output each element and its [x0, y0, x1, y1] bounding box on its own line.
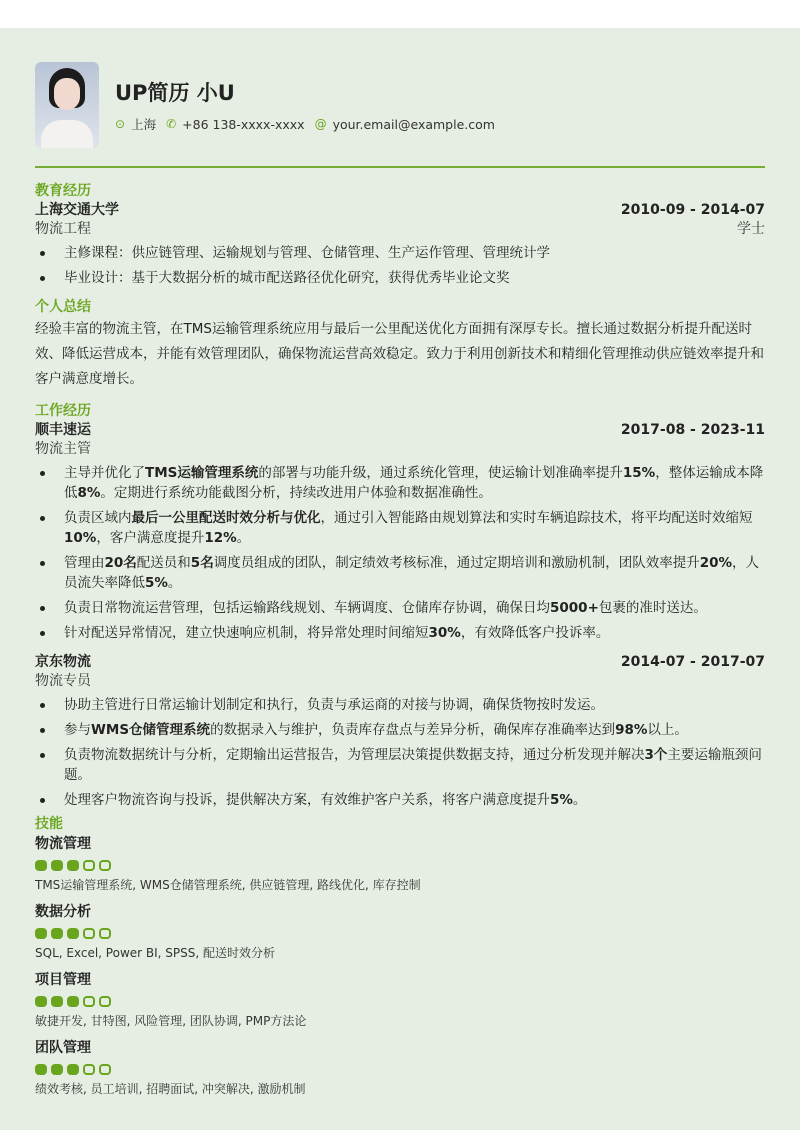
rating-dot — [67, 1064, 79, 1075]
list-item: 主修课程：供应链管理、运输规划与管理、仓储管理、生产运作管理、管理统计学 — [35, 243, 765, 263]
rating-dot — [51, 860, 63, 871]
summary-text: 经验丰富的物流主管，在TMS运输管理系统应用与最后一公里配送优化方面拥有深厚专长。擅长通过数据分析提升配送时效、降低运营成本，并能有效管理团队，确保物流运营高效稳定。致力于利用创新技术和精细化管理推动供应链效率提升和客户满意度增长。 — [35, 321, 764, 387]
email-icon: @ — [314, 117, 327, 131]
skill-tags: SQL, Excel, Power BI, SPSS, 配送时效分析 — [35, 946, 276, 960]
location: 上海 — [131, 117, 157, 132]
job-date: 2014-07 - 2017-07 — [620, 654, 765, 670]
section-title: 工作经历 — [35, 403, 91, 419]
rating-dot — [83, 1064, 95, 1075]
list-item: 协助主管进行日常运输计划制定和执行，负责与承运商的对接与协调，确保货物按时发运。 — [35, 695, 765, 715]
skill-rating — [35, 1064, 765, 1075]
company-name: 京东物流 — [35, 654, 91, 670]
rating-dot — [83, 928, 95, 939]
degree: 学士 — [737, 221, 765, 237]
rating-dot — [51, 996, 63, 1007]
skill-item — [35, 834, 765, 894]
list-item: 针对配送异常情况，建立快速响应机制，将异常处理时间缩短30%，有效降低客户投诉率。 — [35, 623, 765, 643]
skill-tags: 绩效考核, 员工培训, 招聘面试, 冲突解决, 激励机制 — [35, 1082, 306, 1096]
section-title: 技能 — [35, 816, 63, 832]
skill-name: 团队管理 — [35, 1040, 91, 1056]
rating-dot — [99, 1064, 111, 1075]
summary-section — [35, 298, 765, 392]
phone: +86 138-xxxx-xxxx — [182, 116, 305, 132]
list-item: 负责日常物流运营管理，包括运输路线规划、车辆调度、仓储库存协调，确保日均5000+包裹的准时送达。 — [35, 598, 765, 618]
list-item: 管理由20名配送员和5名调度员组成的团队，制定绩效考核标准，通过定期培训和激励机制，团队效率提升20%，人员流失率降低5%。 — [35, 553, 765, 593]
rating-dot — [67, 860, 79, 871]
skill-item — [35, 1038, 765, 1098]
rating-dot — [35, 928, 47, 939]
section-title: 个人总结 — [35, 299, 91, 315]
rating-dot — [67, 928, 79, 939]
job-role: 物流专员 — [35, 673, 91, 689]
school-name: 上海交通大学 — [35, 202, 119, 218]
resume-header — [35, 62, 765, 148]
avatar — [35, 62, 99, 148]
job-date: 2017-08 - 2023-11 — [620, 422, 765, 438]
header-divider — [35, 166, 765, 168]
skill-tags: 敏捷开发, 甘特图, 风险管理, 团队协调, PMP方法论 — [35, 1014, 307, 1028]
section-title: 教育经历 — [35, 183, 91, 199]
rating-dot — [83, 996, 95, 1007]
rating-dot — [99, 996, 111, 1007]
email: your.email@example.com — [332, 116, 495, 132]
location-pin-icon: ⊙ — [115, 117, 126, 131]
skill-rating — [35, 996, 765, 1007]
job-entry — [35, 653, 765, 810]
skill-item — [35, 902, 765, 962]
company-name: 顺丰速运 — [35, 422, 91, 438]
rating-dot — [51, 928, 63, 939]
skill-rating — [35, 928, 765, 939]
job-role: 物流主管 — [35, 441, 91, 457]
skill-rating — [35, 860, 765, 871]
job-entry — [35, 421, 765, 643]
skill-name: 物流管理 — [35, 836, 91, 852]
phone-icon: ✆ — [166, 117, 177, 131]
candidate-name: UP简历 小U — [115, 81, 235, 105]
rating-dot — [35, 1064, 47, 1075]
rating-dot — [83, 860, 95, 871]
education-date: 2010-09 - 2014-07 — [620, 202, 765, 218]
skill-name: 数据分析 — [35, 904, 91, 920]
resume-page — [0, 28, 800, 1130]
skills-section — [35, 815, 765, 1098]
rating-dot — [51, 1064, 63, 1075]
list-item: 负责物流数据统计与分析，定期输出运营报告，为管理层决策提供数据支持，通过分析发现并解决3个主要运输瓶颈问题。 — [35, 745, 765, 785]
rating-dot — [35, 860, 47, 871]
work-section — [35, 402, 765, 810]
rating-dot — [67, 996, 79, 1007]
rating-dot — [99, 928, 111, 939]
major: 物流工程 — [35, 221, 91, 237]
rating-dot — [99, 860, 111, 871]
list-item: 主导并优化了TMS运输管理系统的部署与功能升级，通过系统化管理，使运输计划准确率提升15%，整体运输成本降低8%。定期进行系统功能截图分析，持续改进用户体验和数据准确性。 — [35, 463, 765, 503]
education-section — [35, 182, 765, 288]
skill-name: 项目管理 — [35, 972, 91, 988]
list-item: 参与WMS仓储管理系统的数据录入与维护，负责库存盘点与差异分析，确保库存准确率达到98%以上。 — [35, 720, 765, 740]
list-item: 处理客户物流咨询与投诉，提供解决方案，有效维护客户关系，将客户满意度提升5%。 — [35, 790, 765, 810]
skill-item — [35, 970, 765, 1030]
list-item: 毕业设计：基于大数据分析的城市配送路径优化研究，获得优秀毕业论文奖 — [35, 268, 765, 288]
list-item: 负责区域内最后一公里配送时效分析与优化，通过引入智能路由规划算法和实时车辆追踪技术，将平均配送时效缩短10%，客户满意度提升12%。 — [35, 508, 765, 548]
skill-tags: TMS运输管理系统, WMS仓储管理系统, 供应链管理, 路线优化, 库存控制 — [35, 878, 421, 892]
rating-dot — [35, 996, 47, 1007]
